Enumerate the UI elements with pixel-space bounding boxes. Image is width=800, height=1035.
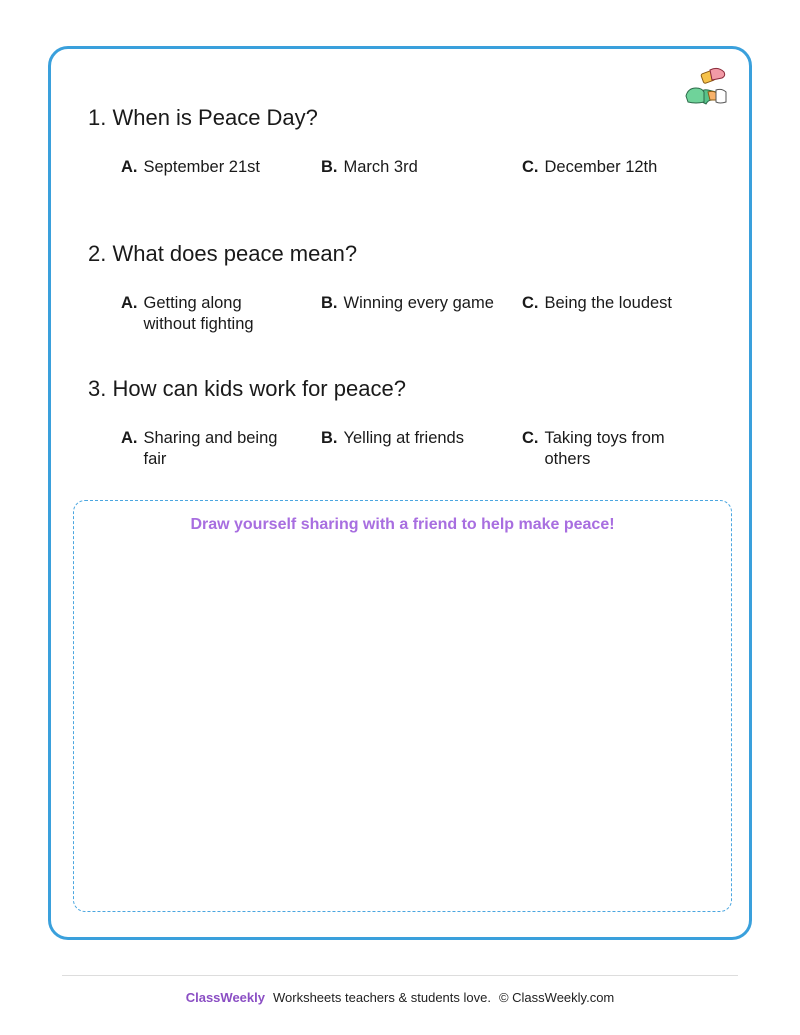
choice-b[interactable] [321,157,511,178]
answer-choices [88,157,728,201]
choice-text: March 3rd [343,158,418,176]
choice-a[interactable] [121,157,291,178]
brand-name[interactable]: ClassWeekly [185,990,265,1005]
choice-letter: A. [121,429,138,447]
answer-choices [88,428,728,472]
choice-text: Taking toys from others [544,429,665,468]
choice-text: December 12th [544,158,658,176]
choice-a[interactable] [121,293,291,335]
choice-text: Being the loudest [544,294,673,312]
choice-letter: B. [321,294,338,312]
answer-choices [88,293,728,337]
choice-text: Sharing and being fair [143,429,278,468]
question-2 [88,241,728,337]
choice-text: Getting along without fighting [143,294,254,333]
footer-divider [62,975,738,976]
choice-letter: B. [321,429,338,447]
question-3 [88,376,728,472]
sharing-gift-icon [684,66,730,110]
footer-copyright: © ClassWeekly.com [498,990,615,1005]
choice-letter: A. [121,158,138,176]
choice-letter: C. [522,429,539,447]
footer-tagline: Worksheets teachers & students love. [272,990,491,1005]
choice-c[interactable] [522,157,702,178]
question-1 [88,105,728,201]
drawing-prompt: Draw yourself sharing with a friend to help make peace! [190,516,615,533]
choice-c[interactable] [522,293,702,314]
choice-b[interactable] [321,293,511,314]
question-title: 1. When is Peace Day? [88,105,318,130]
choice-letter: C. [522,294,539,312]
choice-text: September 21st [143,158,260,176]
choice-b[interactable] [321,428,511,449]
question-title: 3. How can kids work for peace? [88,376,406,401]
choice-c[interactable] [522,428,702,470]
footer [0,990,800,1005]
choice-letter: B. [321,158,338,176]
choice-letter: A. [121,294,138,312]
choice-text: Winning every game [343,294,494,312]
choice-a[interactable] [121,428,291,470]
choice-letter: C. [522,158,539,176]
drawing-area[interactable] [73,500,732,912]
choice-text: Yelling at friends [343,429,464,447]
question-title: 2. What does peace mean? [88,241,358,266]
